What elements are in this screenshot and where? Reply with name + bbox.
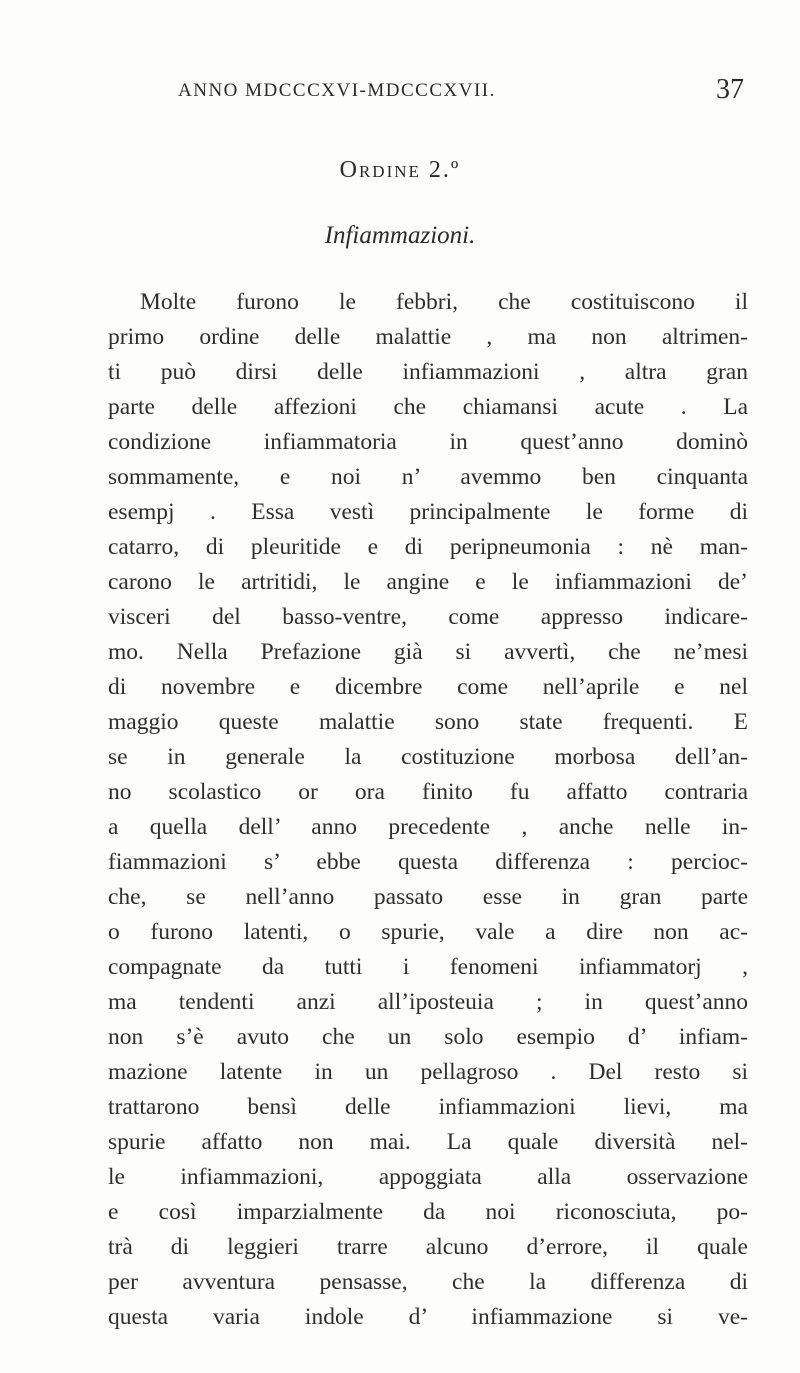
text-line: esempj . Essa vestì principalmente le forme di [108, 499, 748, 525]
body-paragraph [108, 285, 748, 1335]
text-line: mo. Nella Prefazione già si avvertì, che ne’mesi [108, 639, 748, 665]
text-line: trà di leggieri trarre alcuno d’errore, il quale [108, 1234, 748, 1260]
text-line: fiammazioni s’ ebbe questa differenza : percioc- [108, 849, 748, 875]
section-title: Infiammazioni. [324, 222, 476, 249]
text-line: per avventura pensasse, che la differenza di [108, 1269, 748, 1295]
text-line: e così imparzialmente da noi riconosciuta, po- [108, 1199, 748, 1225]
text-line: non s’è avuto che un solo esempio d’ infiam- [108, 1024, 748, 1050]
text-line: a quella dell’ anno precedente , anche nelle in- [108, 814, 748, 840]
text-line: primo ordine delle malattie , ma non altrimen- [108, 324, 748, 350]
text-line: sommamente, e noi n’ avemmo ben cinquanta [108, 464, 748, 490]
text-line: compagnate da tutti i fenomeni infiammatorj , [108, 954, 748, 980]
text-line: questa varia indole d’ infiammazione si ve- [108, 1304, 748, 1330]
text-line: o furono latenti, o spurie, vale a dire non ac- [108, 919, 748, 945]
order-heading: Ordine 2.º [339, 157, 461, 183]
text-line: parte delle affezioni che chiamansi acute . La [108, 394, 748, 420]
text-line: catarro, di pleuritide e di peripneumonia : nè man- [108, 534, 748, 560]
text-line: se in generale la costituzione morbosa dell’an- [108, 744, 748, 770]
text-line: le infiammazioni, appoggiata alla osservazione [108, 1164, 748, 1190]
text-line: spurie affatto non mai. La quale diversità nel- [108, 1129, 748, 1155]
text-line: visceri del basso-ventre, come appresso indicare- [108, 604, 748, 630]
text-line: che, se nell’anno passato esse in gran parte [108, 884, 748, 910]
text-line: carono le artritidi, le angine e le infiammazioni de’ [108, 569, 748, 595]
text-line: condizione infiammatoria in quest’anno dominò [108, 429, 748, 455]
text-line: ti può dirsi delle infiammazioni , altra gran [108, 359, 748, 385]
text-line: mazione latente in un pellagroso . Del resto si [108, 1059, 748, 1085]
text-line: maggio queste malattie sono state frequenti. E [108, 709, 748, 735]
running-head: ANNO MDCCCXVI-MDCCCXVII. [178, 80, 496, 101]
text-line: no scolastico or ora finito fu affatto contraria [108, 779, 748, 805]
text-line: Molte furono le febbri, che costituiscono il [140, 289, 748, 315]
page-number: 37 [716, 74, 744, 105]
text-line: ma tendenti anzi all’iposteuia ; in quest’anno [108, 989, 748, 1015]
text-line: di novembre e dicembre come nell’aprile e nel [108, 674, 748, 700]
text-line: trattarono bensì delle infiammazioni lievi, ma [108, 1094, 748, 1120]
